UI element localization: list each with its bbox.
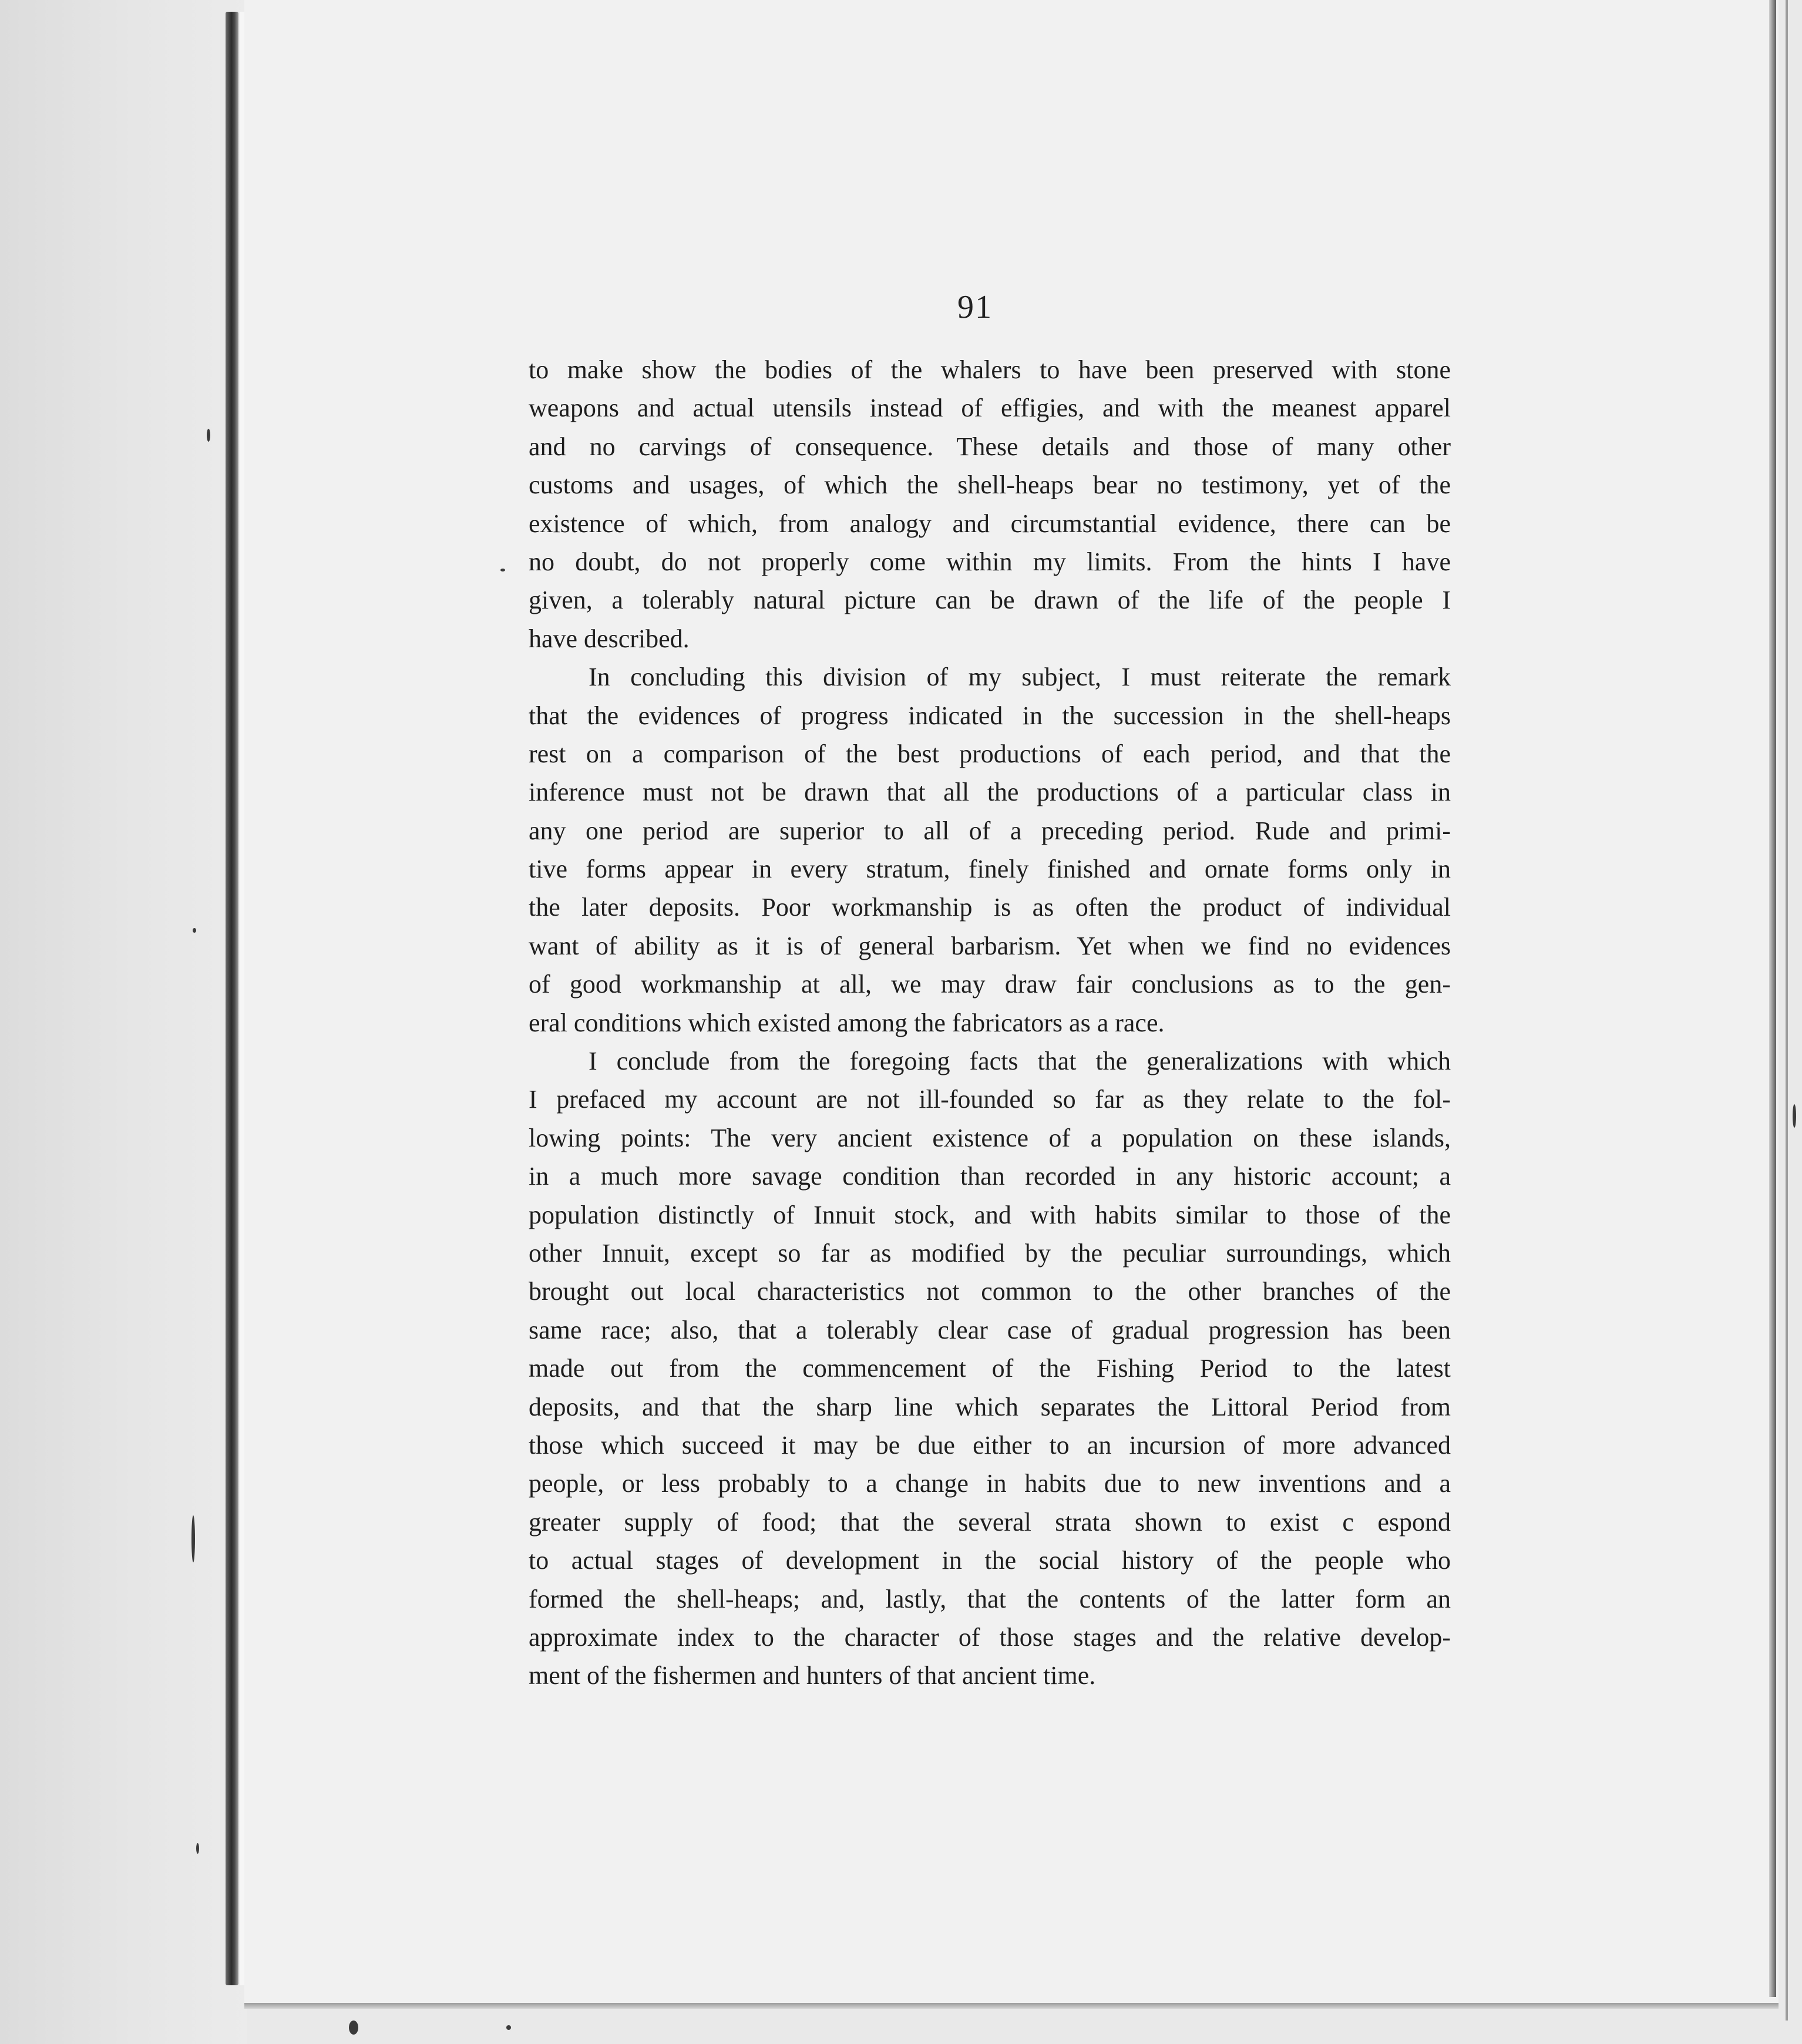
text-line: population distinctly of Innuit stock, and with habits similar to those of the [529,1200,1451,1229]
text-line: people, or less probably to a change in habits due to new inventions and a [529,1469,1451,1498]
text-line: I prefaced my account are not ill-founded so far as they relate to the fol- [529,1085,1451,1114]
scan-speck [500,569,505,571]
text-line: approximate index to the character of those stages and the relative develop- [529,1622,1451,1652]
binding-shadow [0,0,247,2044]
scan-speck [196,1843,199,1854]
text-line: that the evidences of progress indicated in the succession in the shell-heaps [529,701,1451,730]
scan-speck [506,2025,511,2030]
text-line: existence of which, from analogy and circumstantial evidence, there can be [529,509,1451,538]
text-line: weapons and actual utensils instead of effigies, and with the meanest apparel [529,394,1451,423]
text-line: given, a tolerably natural picture can be drawn of the life of the people I [529,586,1451,615]
page-number: 91 [957,289,993,325]
text-line: to make show the bodies of the whalers to have been preserved with stone [529,355,1451,384]
text-line: same race; also, that a tolerably clear case of gradual progression has been [529,1315,1451,1344]
scan-speck [207,429,210,442]
body-text [529,351,1451,1695]
text-line: In concluding this division of my subject, I must reiterate the remark [589,663,1451,692]
text-line: ment of the fishermen and hunters of that ancient time. [529,1661,1096,1690]
text-line: in a much more savage condition than recorded in any historic account; a [529,1162,1451,1191]
scan-speck [349,2021,358,2035]
text-line: eral conditions which existed among the fabricators as a race. [529,1008,1165,1037]
text-line: those which succeed it may be due either to an incursion of more advanced [529,1430,1451,1460]
text-line: no doubt, do not properly come within my limits. From the hints I have [529,547,1451,576]
text-line: inference must not be drawn that all the productions of a particular class in [529,778,1451,807]
scan-speck [191,1515,195,1562]
book-spine [226,12,238,1985]
text-line: customs and usages, of which the shell-heaps bear no testimony, yet of the [529,470,1451,500]
text-line: of good workmanship at all, we may draw fair conclusions as to the gen- [529,970,1451,999]
scan-speck [193,928,196,933]
page-bottom-edge [244,2003,1779,2009]
page-right-edge [1769,0,1776,1997]
text-line: tive forms appear in every stratum, finely finished and ornate forms only in [529,855,1451,884]
text-line: deposits, and that the sharp line which separates the Littoral Period from [529,1392,1451,1421]
text-line: the later deposits. Poor workmanship is as often the product of individual [529,893,1451,922]
text-line: want of ability as it is of general barbarism. Yet when we find no evidences [529,931,1451,960]
text-line: made out from the commencement of the Fishing Period to the latest [529,1354,1451,1383]
text-line: rest on a comparison of the best productions of each period, and that the [529,739,1451,768]
text-line: I conclude from the foregoing facts that the generalizations with which [589,1047,1451,1076]
text-line: and no carvings of consequence. These details and those of many other [529,432,1451,461]
spine-highlight [240,12,244,1985]
text-line: any one period are superior to all of a preceding period. Rude and primi- [529,816,1451,845]
text-line: to actual stages of development in the social history of the people who [529,1546,1451,1575]
text-line: formed the shell-heaps; and, lastly, that the contents of the latter form an [529,1584,1451,1613]
text-line: other Innuit, except so far as modified by the peculiar surroundings, which [529,1238,1451,1268]
text-line: have described. [529,624,690,653]
scan-speck [1793,1104,1796,1128]
text-line: lowing points: The very ancient existence of a population on these islands, [529,1123,1451,1152]
text-line: brought out local characteristics not common to the other branches of the [529,1277,1451,1306]
text-line: greater supply of food; that the several strata shown to exist c espond [529,1507,1451,1537]
page-frame-line [1786,0,1788,2021]
